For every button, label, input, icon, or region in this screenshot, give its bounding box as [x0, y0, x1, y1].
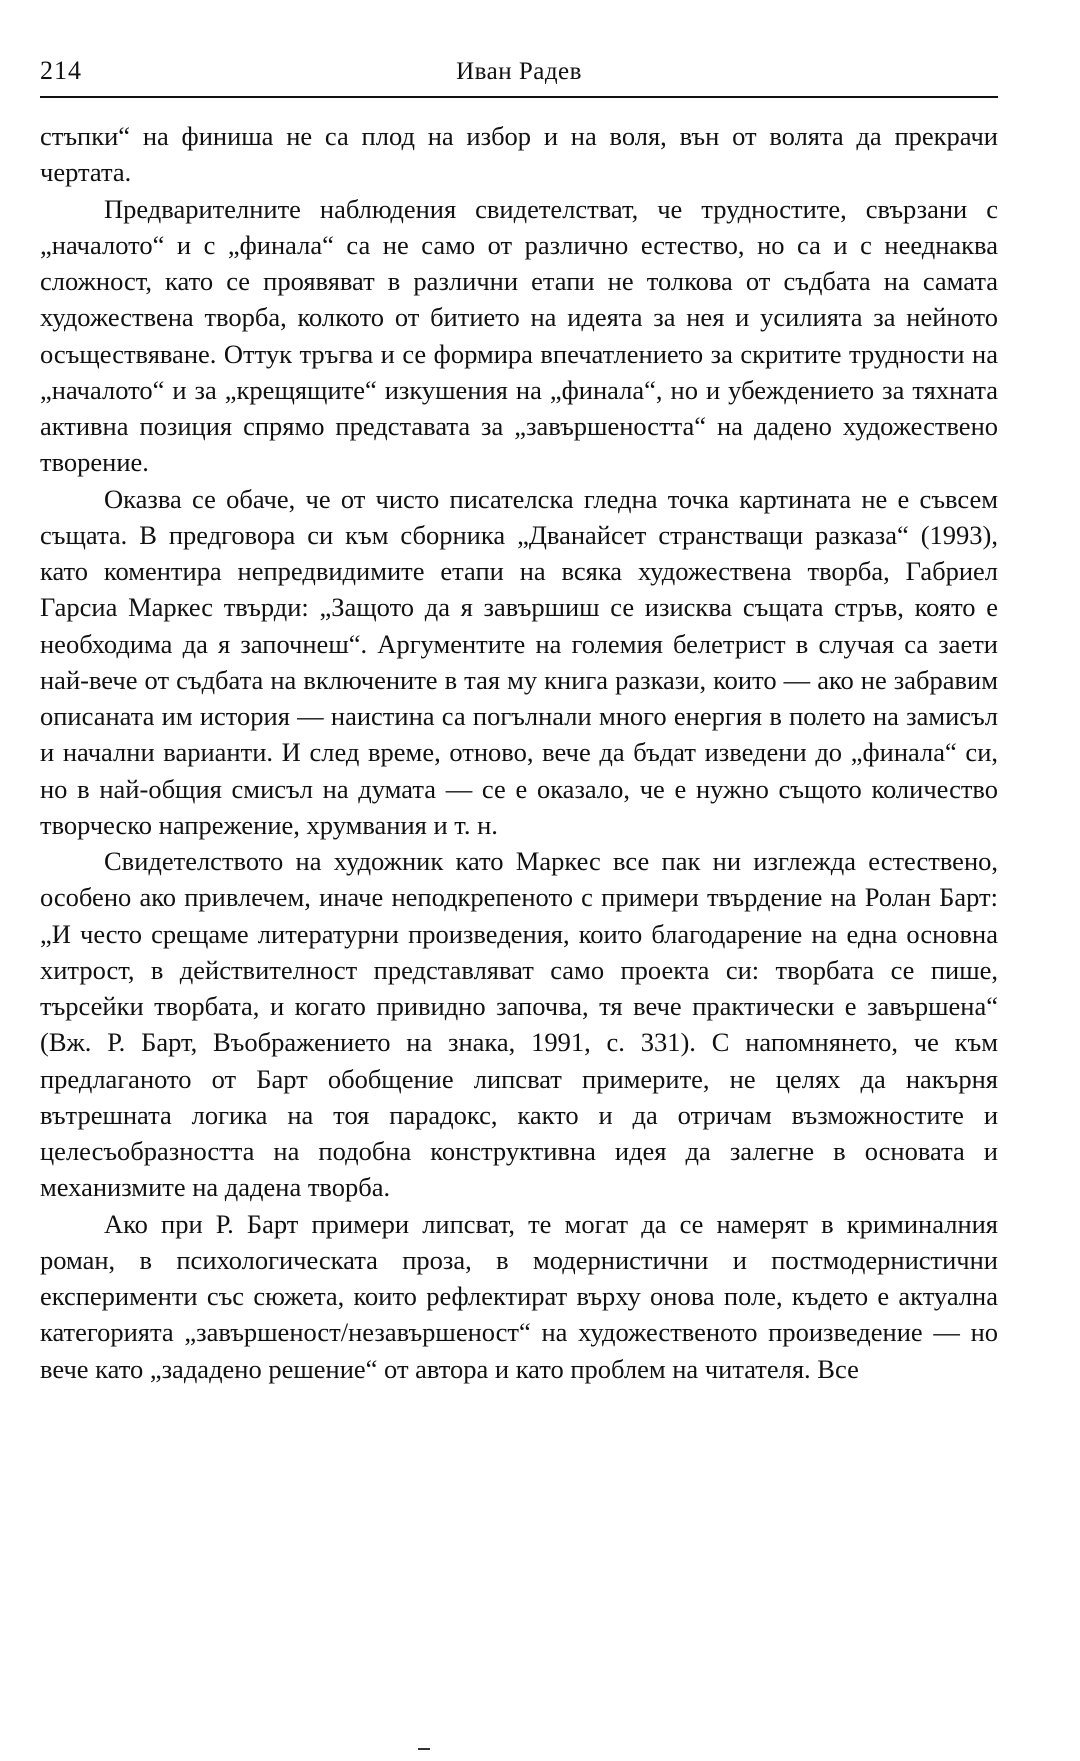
paragraph: Ако при Р. Барт примери липсват, те могат да се намерят в криминалния роман, в психологическата проза, в модернистични и постмодернистични експерименти със сюжета, които рефлектират върху онова поле, където е актуална категорията „завършеност/незавършеност“ на художественото произведение — но вече като „зададено решение“ от автора и като проблем на читателя. Все: [40, 1208, 998, 1384]
page-number: 214: [40, 56, 82, 85]
running-head: [40, 52, 998, 98]
body-text: [40, 118, 998, 1387]
paragraph: Предварителните наблюдения свидетелстват, че трудностите, свързани с „началото“ и с „финала“ са не само от различно естество, но са и с нееднаква сложност, като се проявяват в различни етапи не толкова от съдбата на самата художествена творба, колкото от битието на идеята за нея и усилията за нейното осъществяване. Оттук тръгва и се формира впечатлението за скритите трудности на „началото“ и за „крещящите“ изкушения на „финала“, но и убеждението за тяхната активна позиция спрямо представата за „завършеността“ на дадено художествено творение.: [40, 193, 998, 478]
paragraph: Оказва се обаче, че от чисто писателска гледна точка картината не е съвсем същата. В предговора си към сборника „Дванайсет странстващи разказа“ (1993), като коментира непредвидимите етапи на всяка художествена творба, Габриел Гарсиа Маркес твърди: „Защото да я завършиш се изисква същата стръв, която е необходима да я започнеш“. Аргументите на големия белетрист в случая са заети най-вече от съдбата на включените в тая му книга разкази, които — ако не забравим описаната им история — наистина са погълнали много енергия в полето на замисъл и начални варианти. И след време, отново, вече да бъдат изведени до „финала“ си, но в най-общия смисъл на думата — се е оказало, че е нужно същото количество творческо напрежение, хрумвания и т. н.: [40, 483, 998, 840]
scan-mark: [418, 1748, 430, 1750]
book-page: [40, 52, 998, 1387]
running-title-author: Иван Радев: [456, 58, 582, 85]
paragraph-continuation: стъпки“ на финиша не са плод на избор и на воля, вън от волята да прекрачи чертата.: [40, 121, 998, 188]
paragraph: Свидетелството на художник като Маркес все пак ни изглежда естествено, особено ако привлечем, иначе неподкрепеното с примери твърдение на Ролан Барт: „И често срещаме литературни произведения, които благодарение на една основна хитрост, в действителност представляват само проекта си: творбата се пише, търсейки творбата, и когато привидно започва, тя вече практически е завършена“ (Вж. Р. Барт, Въображението на знака, 1991, с. 331). С напомнянето, че към предлаганото от Барт обобщение липсват примерите, не целях да накърня вътрешната логика на тоя парадокс, както и да отричам възможностите и целесъобразността на подобна конструктивна идея да залегне в основата и механизмите на дадена творба.: [40, 846, 998, 1203]
